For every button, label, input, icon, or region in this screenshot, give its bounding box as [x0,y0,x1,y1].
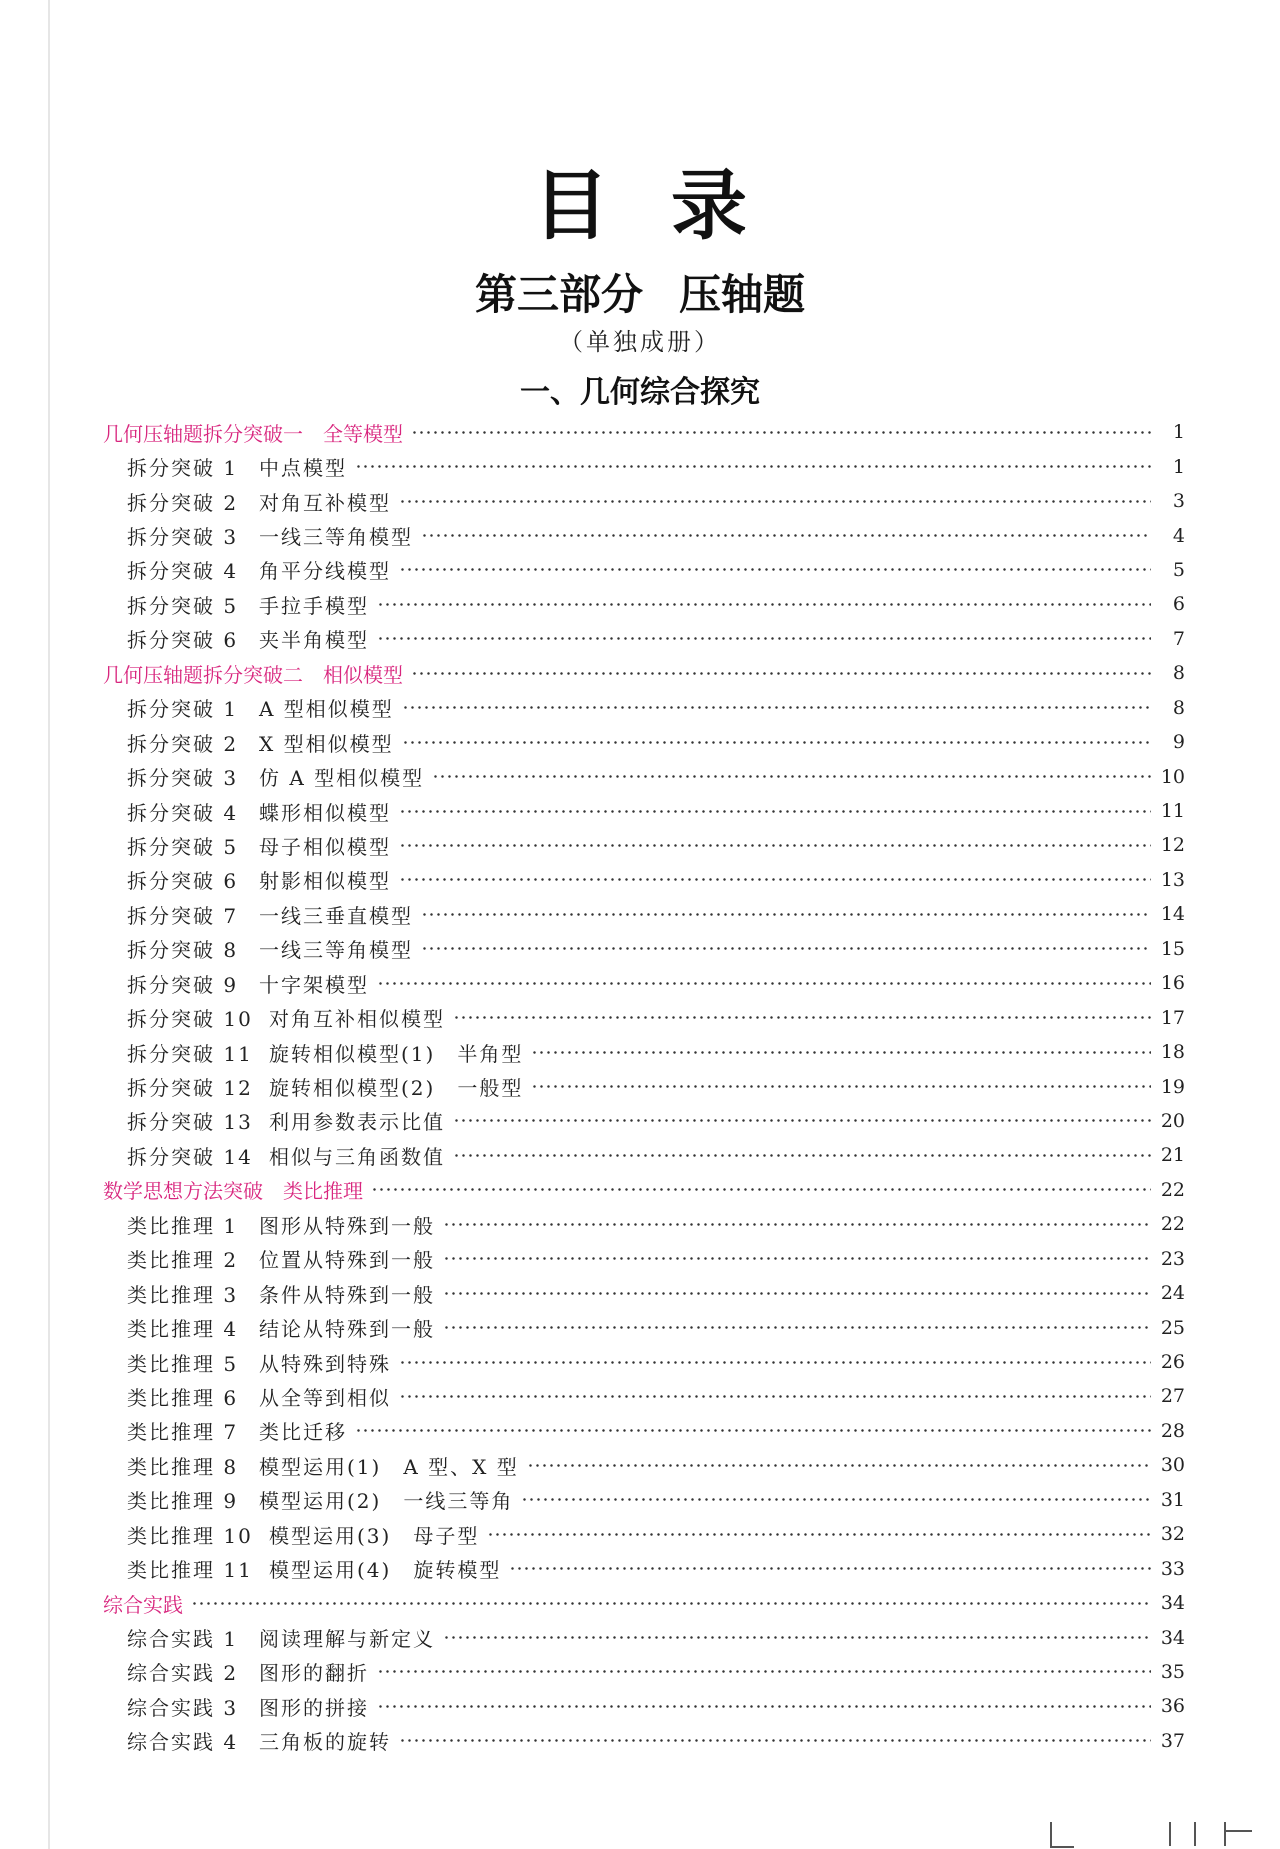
entry-label [127,1244,435,1273]
entry-code: 拆分突破 3 [127,766,239,791]
dot-leader [399,801,1151,821]
page-number: 3 [1172,490,1185,513]
toc-entry-row[interactable] [103,828,1185,862]
entry-title: 模型运用(4) 旋转模型 [269,1558,502,1583]
dot-leader [443,1249,1151,1269]
toc-entry-row[interactable] [103,966,1185,1000]
toc-entry-row[interactable] [103,897,1185,931]
entry-code: 拆分突破 4 [127,559,239,584]
dot-leader [355,1421,1151,1441]
toc-entry-row[interactable] [103,1551,1185,1585]
page-number: 27 [1160,1385,1185,1408]
entry-title: 类比迁移 [259,1420,347,1445]
dot-leader [421,939,1151,959]
dot-leader [421,526,1151,546]
page-number: 25 [1160,1316,1185,1339]
toc-entry-row[interactable] [103,1689,1185,1723]
toc-entry-row[interactable] [103,449,1185,483]
entry-title: 一线三等角模型 [259,525,413,550]
entry-label [127,452,347,481]
entry-code: 拆分突破 2 [127,731,239,756]
toc-entry-row[interactable] [103,1379,1185,1413]
scan-corner-mark [1224,1822,1256,1846]
dot-leader [411,422,1151,442]
entry-code: 类比推理 10 [127,1523,253,1548]
dot-leader [377,1662,1151,1682]
page-number: 19 [1160,1075,1185,1098]
entry-label [127,900,413,929]
entry-code: 拆分突破 2 [127,490,239,515]
page-number: 1 [1172,421,1185,444]
page-number: 8 [1172,696,1185,719]
entry-label [127,693,394,722]
scan-corner-mark [1165,1822,1171,1846]
entry-label [127,865,391,894]
dot-leader [421,904,1151,924]
entry-title: 手拉手模型 [259,593,369,618]
dot-leader [402,732,1151,752]
dot-leader [443,1214,1151,1234]
dot-leader [453,1111,1151,1131]
toc-entry-row[interactable] [103,932,1185,966]
entry-label [127,1520,479,1549]
entry-title: 夹半角模型 [259,628,369,653]
entry-title: 一线三垂直模型 [259,903,413,928]
entry-title: 旋转相似模型(1) 半角型 [269,1041,524,1066]
page-number: 34 [1160,1592,1185,1615]
page-number: 4 [1172,524,1185,547]
toc-entry-row[interactable] [103,1448,1185,1482]
entry-code: 类比推理 3 [127,1282,239,1307]
entry-title: X 型相似模型 [259,731,394,756]
page-number: 26 [1160,1351,1185,1374]
page-number: 18 [1160,1041,1185,1064]
dot-leader [453,1145,1151,1165]
entry-code: 拆分突破 1 [127,697,239,722]
entry-label [127,831,391,860]
dot-leader [527,1455,1151,1475]
dot-leader [399,1731,1151,1751]
entry-title: 中点模型 [259,456,347,481]
toc-entry-row[interactable] [103,1035,1185,1069]
entry-code: 拆分突破 5 [127,593,239,618]
dot-leader [377,629,1151,649]
page-number: 34 [1160,1626,1185,1649]
dot-leader [453,1008,1151,1028]
entry-label [127,590,369,619]
entry-title: 模型运用(1) A 型、X 型 [259,1454,519,1479]
entry-code: 拆分突破 3 [127,525,239,550]
page-number: 7 [1172,627,1185,650]
toc-entry-row[interactable] [103,587,1185,621]
toc-entry-row[interactable] [103,1620,1185,1654]
dot-leader [399,835,1151,855]
toc-entry-row[interactable] [103,863,1185,897]
entry-title: 图形的翻折 [259,1661,369,1686]
entry-label [127,1382,391,1411]
entry-code: 拆分突破 10 [127,1007,253,1032]
toc-chapter-row[interactable] [103,1586,1185,1620]
entry-code: 综合实践 4 [127,1730,239,1755]
dot-leader [377,973,1151,993]
page-number: 20 [1160,1109,1185,1132]
toc-list [103,415,1185,1758]
toc-entry-row[interactable] [103,1310,1185,1344]
part-heading [0,262,1280,322]
entry-code: 拆分突破 11 [127,1041,253,1066]
entry-code: 类比推理 4 [127,1317,239,1342]
entry-label [127,1038,523,1067]
entry-title: 三角板的旋转 [259,1730,391,1755]
toc-entry-row[interactable] [103,691,1185,725]
entry-code: 拆分突破 6 [127,869,239,894]
entry-title: 对角互补相似模型 [269,1007,445,1032]
toc-entry-row[interactable] [103,725,1185,759]
entry-code: 拆分突破 7 [127,903,239,928]
dot-leader [399,1352,1151,1372]
entry-code: 拆分突破 8 [127,938,239,963]
entry-label [127,1451,519,1480]
page-title: 目录 [533,161,809,250]
entry-code: 类比推理 6 [127,1385,239,1410]
entry-label [127,1726,391,1755]
toc-entry-row[interactable] [103,622,1185,656]
toc-entry-row[interactable] [103,1517,1185,1551]
toc-chapter-row[interactable] [103,1173,1185,1207]
entry-title: A 型相似模型 [259,697,394,722]
page-number: 12 [1160,834,1185,857]
part-label: 第三部分 [474,270,643,319]
dot-leader [531,1042,1151,1062]
toc-entry-row[interactable] [103,1345,1185,1379]
entry-code: 拆分突破 13 [127,1110,253,1135]
entry-code: 类比推理 5 [127,1351,239,1376]
entry-title: 条件从特殊到一般 [259,1282,435,1307]
toc-entry-row[interactable] [103,1104,1185,1138]
dot-leader [399,491,1151,511]
entry-label [127,1313,435,1342]
toc-entry-row[interactable] [103,1000,1185,1034]
page-number: 10 [1160,765,1185,788]
section-heading: 一、几何综合探究 [520,375,760,410]
scan-corner-mark [1190,1822,1196,1846]
entry-label [127,1348,391,1377]
toc-chapter-row[interactable] [103,415,1185,449]
entry-title: 旋转相似模型(2) 一般型 [269,1076,524,1101]
entry-title: 结论从特殊到一般 [259,1317,435,1342]
toc-entry-row[interactable] [103,1138,1185,1172]
part-subnote: （单独成册） [559,328,721,356]
part-name: 压轴题 [679,270,806,319]
page-number: 1 [1172,455,1185,478]
entry-title: 对角互补模型 [259,490,391,515]
chapter-title: 几何压轴题拆分突破二 相似模型 [103,662,403,687]
chapter-title: 几何压轴题拆分突破一 全等模型 [103,421,403,446]
chapter-title: 数学思想方法突破 类比推理 [103,1179,363,1204]
entry-code: 类比推理 7 [127,1420,239,1445]
page-number: 16 [1160,972,1185,995]
page-number: 11 [1160,800,1185,823]
page-number: 28 [1160,1419,1185,1442]
dot-leader [509,1559,1151,1579]
entry-label [127,1003,445,1032]
entry-label [127,1210,435,1239]
entry-code: 综合实践 3 [127,1695,239,1720]
entry-title: 十字架模型 [259,972,369,997]
scan-corner-mark [1050,1822,1074,1848]
entry-title: 图形从特殊到一般 [259,1213,435,1238]
entry-code: 类比推理 1 [127,1213,239,1238]
dot-leader [443,1283,1151,1303]
page-number: 5 [1172,558,1185,581]
dot-leader [443,1628,1151,1648]
entry-title: 射影相似模型 [259,869,391,894]
page-number: 32 [1160,1523,1185,1546]
page-number: 6 [1172,593,1185,616]
toc-entry-row[interactable] [103,1242,1185,1276]
dot-leader [377,594,1151,614]
entry-title: 位置从特殊到一般 [259,1248,435,1273]
entry-label [127,1554,501,1583]
entry-code: 拆分突破 1 [127,456,239,481]
dot-leader [402,698,1151,718]
entry-label [127,1416,347,1445]
entry-label [127,521,413,550]
entry-label [127,1657,369,1686]
entry-label [127,1692,369,1721]
dot-leader [399,560,1151,580]
toc-entry-row[interactable] [103,1276,1185,1310]
page-number: 23 [1160,1247,1185,1270]
entry-title: 相似与三角函数值 [269,1144,445,1169]
entry-label [127,1141,445,1170]
toc-entry-row[interactable] [103,1069,1185,1103]
page-number: 13 [1160,868,1185,891]
entry-label [127,1623,435,1652]
dot-leader [531,1077,1151,1097]
dot-leader [521,1490,1151,1510]
toc-entry-row[interactable] [103,794,1185,828]
entry-title: 模型运用(3) 母子型 [269,1523,480,1548]
entry-label [127,1072,523,1101]
page-number: 35 [1160,1660,1185,1683]
page-number: 9 [1172,731,1185,754]
chapter-title: 综合实践 [103,1592,183,1617]
entry-code: 拆分突破 14 [127,1144,253,1169]
toc-entry-row[interactable] [103,1483,1185,1517]
entry-label [127,1485,513,1514]
dot-leader [411,663,1151,683]
page-number: 33 [1160,1557,1185,1580]
entry-title: 图形的拼接 [259,1695,369,1720]
entry-title: 一线三等角模型 [259,938,413,963]
dot-leader [443,1318,1151,1338]
page-number: 15 [1160,937,1185,960]
entry-title: 阅读理解与新定义 [259,1627,435,1652]
entry-code: 拆分突破 9 [127,972,239,997]
page-number: 36 [1160,1695,1185,1718]
entry-label [127,762,424,791]
toc-entry-row[interactable] [103,518,1185,552]
dot-leader [487,1524,1151,1544]
entry-code: 类比推理 9 [127,1489,239,1514]
page-number: 37 [1160,1729,1185,1752]
toc-entry-row[interactable] [103,759,1185,793]
toc-entry-row[interactable] [103,484,1185,518]
entry-code: 拆分突破 12 [127,1076,253,1101]
dot-leader [432,767,1151,787]
page-number: 14 [1160,903,1185,926]
entry-label [127,1279,435,1308]
toc-entry-row[interactable] [103,553,1185,587]
entry-title: 模型运用(2) 一线三等角 [259,1489,514,1514]
toc-entry-row[interactable] [103,1724,1185,1758]
entry-title: 从全等到相似 [259,1385,391,1410]
page-number: 22 [1160,1178,1185,1201]
page-number: 21 [1160,1144,1185,1167]
page-number: 24 [1160,1282,1185,1305]
dot-leader [399,870,1151,890]
dot-leader [371,1180,1151,1200]
entry-title: 蝶形相似模型 [259,800,391,825]
entry-title: 母子相似模型 [259,834,391,859]
dot-leader [399,1386,1151,1406]
page-number: 8 [1172,662,1185,685]
entry-code: 类比推理 2 [127,1248,239,1273]
entry-title: 仿 A 型相似模型 [259,766,425,791]
page-number: 22 [1160,1213,1185,1236]
toc-entry-row[interactable] [103,1207,1185,1241]
entry-title: 从特殊到特殊 [259,1351,391,1376]
dot-leader [377,1696,1151,1716]
entry-label [127,624,369,653]
entry-title: 利用参数表示比值 [269,1110,445,1135]
entry-label [127,969,369,998]
toc-entry-row[interactable] [103,1414,1185,1448]
entry-code: 综合实践 1 [127,1627,239,1652]
toc-entry-row[interactable] [103,1655,1185,1689]
entry-label [127,934,413,963]
page-number: 17 [1160,1006,1185,1029]
page-number: 31 [1160,1488,1185,1511]
entry-code: 拆分突破 5 [127,834,239,859]
dot-leader [191,1593,1151,1613]
entry-code: 拆分突破 4 [127,800,239,825]
entry-label [127,1106,445,1135]
entry-label [127,487,391,516]
entry-label [127,555,391,584]
entry-code: 类比推理 8 [127,1454,239,1479]
entry-code: 拆分突破 6 [127,628,239,653]
page-number: 30 [1160,1454,1185,1477]
entry-title: 角平分线模型 [259,559,391,584]
entry-code: 类比推理 11 [127,1558,253,1583]
entry-code: 综合实践 2 [127,1661,239,1686]
entry-label [127,728,394,757]
entry-label [127,797,391,826]
dot-leader [355,457,1151,477]
toc-chapter-row[interactable] [103,656,1185,690]
